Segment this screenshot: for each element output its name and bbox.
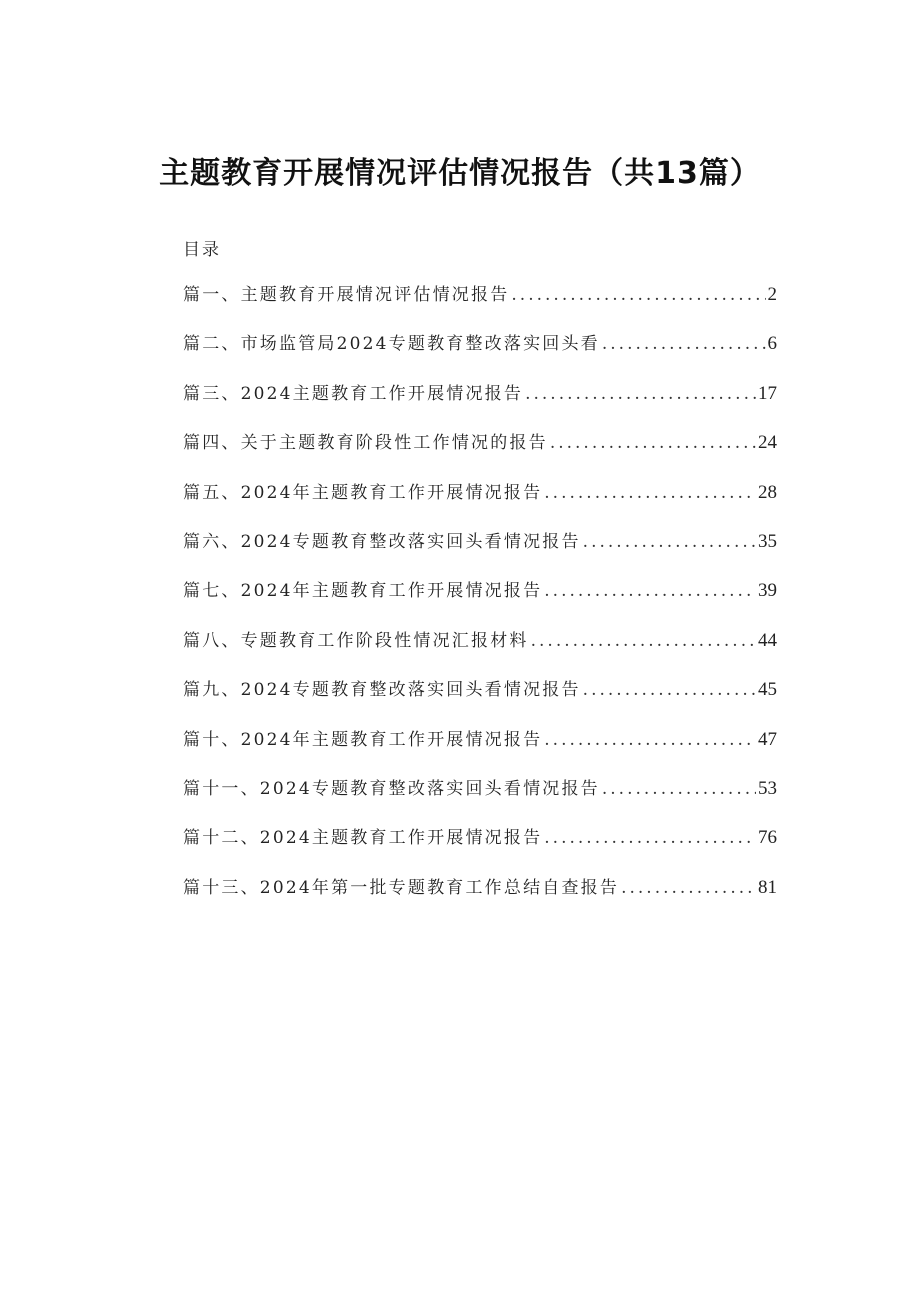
toc-entry-11[interactable] xyxy=(183,774,777,823)
toc-entry-page: 53 xyxy=(758,777,777,799)
toc-entry-12[interactable] xyxy=(183,823,777,872)
toc-entry-label: 篇十、2024年主题教育工作开展情况报告 xyxy=(183,729,543,750)
toc-entry-page: 2 xyxy=(767,284,777,305)
toc-entry-label: 篇三、2024主题教育工作开展情况报告 xyxy=(183,383,524,404)
toc-entry-2[interactable] xyxy=(183,329,777,378)
document-title: 主题教育开展情况评估情况报告（共13篇） xyxy=(159,156,761,191)
toc-dot-leader xyxy=(583,680,756,700)
toc-entry-page: 47 xyxy=(758,728,777,750)
toc-entry-label: 篇五、2024年主题教育工作开展情况报告 xyxy=(183,482,543,503)
toc-entry-page: 24 xyxy=(758,432,777,454)
toc-entry-5[interactable] xyxy=(183,478,777,527)
toc-entry-10[interactable] xyxy=(183,725,777,774)
toc-dot-leader xyxy=(544,581,756,601)
toc-dot-leader xyxy=(525,384,756,404)
toc-entry-3[interactable] xyxy=(183,379,777,428)
toc-dot-leader xyxy=(602,779,756,799)
toc-entry-13[interactable] xyxy=(183,873,777,922)
toc-entry-label: 篇二、市场监管局2024专题教育整改落实回头看 xyxy=(183,334,600,355)
toc-entry-label: 篇十三、2024年第一批专题教育工作总结自查报告 xyxy=(183,877,620,898)
table-of-contents xyxy=(183,280,777,922)
toc-entry-label: 篇六、2024专题教育整改落实回头看情况报告 xyxy=(183,531,581,552)
toc-dot-leader xyxy=(621,878,756,898)
toc-entry-label: 篇九、2024专题教育整改落实回头看情况报告 xyxy=(183,680,581,701)
toc-entry-page: 45 xyxy=(758,679,777,701)
toc-heading: 目录 xyxy=(183,240,221,260)
toc-entry-label: 篇十二、2024主题教育工作开展情况报告 xyxy=(183,828,543,849)
toc-dot-leader xyxy=(583,532,756,552)
toc-entry-4[interactable] xyxy=(183,428,777,477)
toc-dot-leader xyxy=(544,730,756,750)
toc-entry-page: 6 xyxy=(767,333,777,355)
toc-entry-9[interactable] xyxy=(183,675,777,724)
toc-dot-leader xyxy=(531,631,756,651)
toc-dot-leader xyxy=(511,285,765,305)
toc-entry-page: 35 xyxy=(758,530,777,552)
toc-dot-leader xyxy=(544,483,756,503)
toc-entry-page: 17 xyxy=(758,382,777,404)
toc-entry-8[interactable] xyxy=(183,626,777,675)
toc-entry-page: 28 xyxy=(758,481,777,503)
toc-entry-label: 篇一、主题教育开展情况评估情况报告 xyxy=(183,285,510,305)
toc-entry-label: 篇十一、2024专题教育整改落实回头看情况报告 xyxy=(183,778,600,799)
toc-entry-label: 篇四、关于主题教育阶段性工作情况的报告 xyxy=(183,433,548,454)
toc-dot-leader xyxy=(544,828,756,848)
toc-dot-leader xyxy=(550,433,756,453)
toc-entry-1[interactable] xyxy=(183,280,777,329)
toc-dot-leader xyxy=(602,334,766,354)
toc-entry-page: 44 xyxy=(758,629,777,651)
toc-entry-7[interactable] xyxy=(183,576,777,625)
toc-entry-page: 81 xyxy=(758,876,777,898)
toc-entry-label: 篇八、专题教育工作阶段性情况汇报材料 xyxy=(183,630,529,651)
toc-entry-page: 76 xyxy=(758,827,777,849)
toc-entry-label: 篇七、2024年主题教育工作开展情况报告 xyxy=(183,581,543,602)
toc-entry-page: 39 xyxy=(758,580,777,602)
toc-entry-6[interactable] xyxy=(183,527,777,576)
